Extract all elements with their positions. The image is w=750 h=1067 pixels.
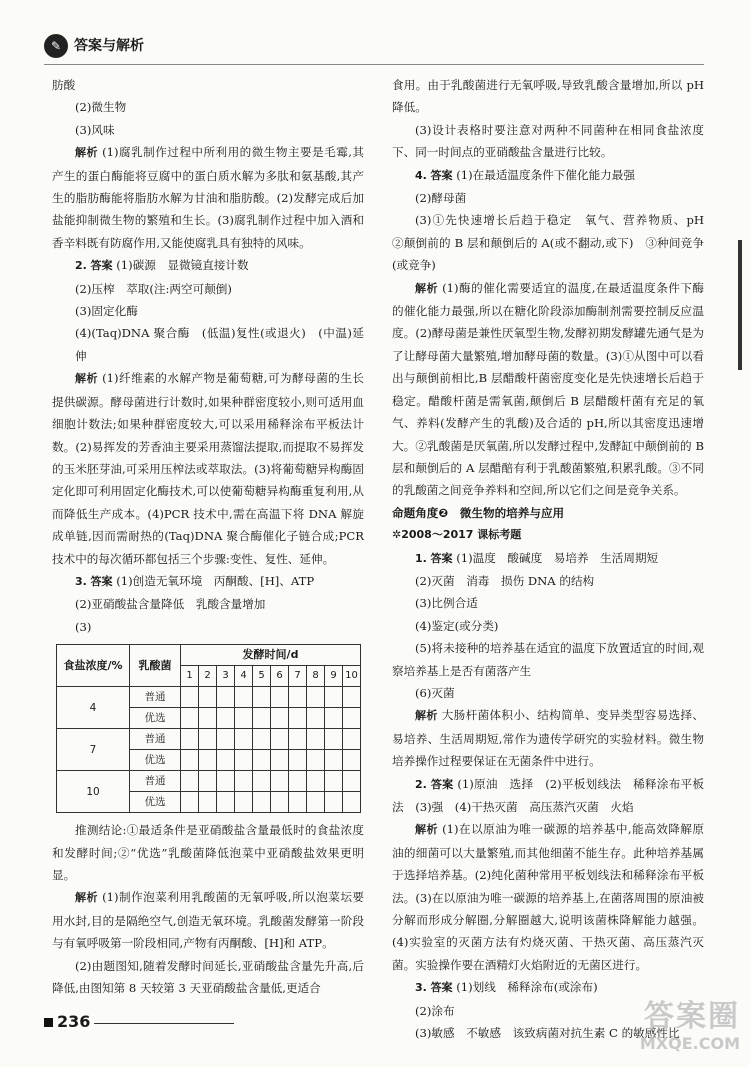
answer-label: 答案 <box>430 168 453 182</box>
analysis-text: 大肠杆菌体积小、结构简单、变异类型容易选择、易培养、生活周期短,常作为遗传学研究的实验材料。微生物培养操作过程要保证在无菌条件中进行。 <box>392 708 704 769</box>
table-day: 2 <box>199 666 217 687</box>
table-salt-cell: 7 <box>57 729 130 771</box>
analysis-label: 解析 <box>75 372 98 386</box>
answer-text: (1)划线 稀释涂布(或涂布) <box>456 980 598 995</box>
analysis-text: (1)纤维素的水解产物是葡萄糖,可为酵母菌的生长提供碳源。酵母菌进行计数时,如果种群密度较小,则可适用血细胞计数法;如果种群密度较大,可以采用稀释涂布平板法计数。(2)易挥发的芳香油主要采用蒸馏法提取,而提取不易挥发的玉米胚芽油,可采用压榨法或萃取法。(3)将葡萄糖异构酶固定化即可利用固定化酶技术,可以使葡萄糖异构酶重复利用,从而降低生产成本。(4)PCR 技术中,需在高温下将 DNA 解旋成单链,因而需耐热的(Taq)DNA 聚合酶催化子链合成;PCR 技术中的每次循环都包括三个步骤:变性、复性、延伸。 <box>52 371 365 566</box>
answer-line: (2)涂布 <box>415 1003 455 1018</box>
analysis-paragraph <box>52 367 364 570</box>
analysis-text: (1)酶的催化需要适宜的温度,在最适温度条件下酶的催化能力最强,所以在糖化阶段添加酶制剂需要控制反应温度。(2)酵母菌是兼性厌氧型生物,发酵初期发酵罐先通气是为了让酵母菌大量繁殖,增加酵母菌的数量。(3)①从图中可以看出与颠倒前相比,B 层醋酸杆菌密度变化是先快速增长后趋于稳定。醋酸杆菌是需氧菌,颠倒后 B 层醋酸杆菌有充足的氧气、养料(发酵产生的乳酸)及合适的 pH,所以其密度迅速增大。②乳酸菌是厌氧菌,所以发酵过程中,发酵缸中颠倒前的 B 层和颠倒后的 A 层醋醅有利于乳酸菌繁殖,积累乳酸。③不同的乳酸菌之间竞争养料和空间,所以它们之间是竞争关系。 <box>392 280 705 498</box>
question-number: 4. <box>415 168 427 182</box>
table-row <box>57 771 361 792</box>
answer-label: 答案 <box>430 981 453 995</box>
table-day: 10 <box>343 666 361 687</box>
question-number: 2. <box>75 259 87 273</box>
question-number: 3. <box>415 981 427 995</box>
answer-line: (4)鉴定(或分类) <box>415 618 499 633</box>
question-number: 3. <box>75 574 87 588</box>
answer-line: (2)压榨 萃取(注:两空可颠倒) <box>75 281 232 296</box>
text-line: 肪酸 <box>52 78 76 92</box>
table-day: 7 <box>289 666 307 687</box>
answer-line: (4)(Taq)DNA 聚合酶 (低温)复性(或退火) (中温)延伸 <box>75 326 364 363</box>
table-header-salt: 食盐浓度/% <box>57 645 130 687</box>
answer-heading <box>392 773 704 819</box>
answer-line: (6)灭菌 <box>415 685 455 700</box>
page-marker-square <box>44 1018 53 1027</box>
table-kind-cell: 普通 <box>130 729 181 750</box>
question-number: 1. <box>415 551 427 565</box>
analysis-paragraph <box>392 277 704 502</box>
answer-label: 答案 <box>430 551 453 565</box>
fermentation-table <box>56 644 361 813</box>
table-kind-cell: 优选 <box>130 792 181 813</box>
answer-line: (3)风味 <box>75 122 115 137</box>
page-number <box>44 1012 90 1032</box>
table-salt-cell: 10 <box>57 771 130 813</box>
page-edge-mark <box>738 240 742 370</box>
conclusion-paragraph: 推测结论:①最适条件是亚硝酸盐含量最低时的食盐浓度和发酵时间;②“优选”乳酸菌降低泡菜中亚硝酸盐效果更明显。 <box>52 823 364 882</box>
answer-heading <box>52 254 364 277</box>
table-day: 3 <box>217 666 235 687</box>
left-column <box>52 74 364 999</box>
section-subtitle: ✲2008～2017 课标考题 <box>392 528 522 542</box>
table-kind-cell: 普通 <box>130 687 181 708</box>
analysis-paragraph <box>52 886 364 954</box>
table-day: 4 <box>235 666 253 687</box>
analysis-text: (1)制作泡菜利用乳酸菌的无氧呼吸,所以泡菜坛要用水封,目的是隔绝空气,创造无氧环境。乳酸菌发酵第一阶段与有氧呼吸第一阶段相同,产物有丙酮酸、[H]和 ATP。 <box>52 890 365 951</box>
analysis-label: 解析 <box>75 146 98 160</box>
table-day: 5 <box>253 666 271 687</box>
table-day: 1 <box>181 666 199 687</box>
analysis-paragraph <box>392 704 704 772</box>
watermark-url: MXQE.COM <box>639 1034 740 1053</box>
answer-heading <box>392 976 704 999</box>
footer-rule <box>94 1023 234 1024</box>
answer-line: (3)敏感 不敏感 该致病菌对抗生素 C 的敏感性比 <box>415 1026 680 1041</box>
answer-label: 答案 <box>430 777 454 791</box>
answer-text: (1)创造无氧环境 丙酮酸、[H]、ATP <box>116 573 315 588</box>
table-header-row <box>57 645 361 666</box>
answer-line: (2)亚硝酸盐含量降低 乳酸含量增加 <box>75 597 266 612</box>
watermark <box>610 1000 740 1054</box>
table-header-bacteria: 乳酸菌 <box>130 645 181 687</box>
table-day: 8 <box>307 666 325 687</box>
analysis-text: (1)腐乳制作过程中所利用的微生物主要是毛霉,其产生的蛋白酶能将豆腐中的蛋白质水解为多肽和氨基酸,其产生的脂肪酶能将脂肪水解为甘油和脂肪酸。(2)发酵完成后加盐能抑制微生物的繁殖和生长。(3)腐乳制作过程中加入酒和香辛料既有防腐作用,又能使腐乳具有独特的风味。 <box>52 145 365 250</box>
answer-text: (1)温度 酸碱度 易培养 生活周期短 <box>456 550 659 565</box>
answer-line: (2)灭菌 消毒 损伤 DNA 的结构 <box>415 573 595 588</box>
table-day: 9 <box>325 666 343 687</box>
table-header-time: 发酵时间/d <box>181 645 361 666</box>
answer-line: (5)将未接种的培养基在适宜的温度下放置适宜的时间,观察培养基上是否有菌落产生 <box>392 641 704 678</box>
analysis-label: 解析 <box>415 709 438 723</box>
analysis-text: (1)在以原油为唯一碳源的培养基中,能高效降解原油的细菌可以大量繁殖,而其他细菌不能生存。此种培养基属于选择培养基。(2)纯化菌种常用平板划线法和稀释涂布平板法。(3)在以原油为唯一碳源的培养基上,在菌落周围的原油被分解而形成分解圈,分解圈越大,说明该菌株降解能力越强。(4)实验室的灭菌方法有灼烧灭菌、干热灭菌、高压蒸汽灭菌。实验操作要在酒精灯火焰附近的无菌区进行。 <box>392 822 705 972</box>
answer-heading <box>392 164 704 187</box>
right-column <box>392 74 716 1044</box>
watermark-logo: 答案圈 <box>644 999 740 1034</box>
answer-label: 答案 <box>90 574 113 588</box>
page-number-text: 236 <box>57 1012 91 1031</box>
answer-label: 答案 <box>90 259 113 273</box>
answer-text: (1)碳源 显微镜直接计数 <box>116 258 249 273</box>
analysis-paragraph: (2)由题图知,随着发酵时间延长,亚硝酸盐含量先升高,后降低,由图知第 8 天较第 3 天亚硝酸盐含量低,更适合 <box>52 958 364 995</box>
text-line: (3)设计表格时要注意对两种不同菌种在相同食盐浓度下、同一时间点的亚硝酸盐含量进行比较。 <box>392 122 704 160</box>
answer-heading <box>392 547 704 570</box>
analysis-paragraph <box>52 141 364 254</box>
analysis-label: 解析 <box>415 281 438 295</box>
table-day: 6 <box>271 666 289 687</box>
section-title: 命题角度❷ 微生物的培养与应用 <box>392 505 565 520</box>
answer-line: (3)比例合适 <box>415 596 478 611</box>
answer-text: (1)在最适温度条件下催化能力最强 <box>456 167 635 182</box>
answer-text: (1)原油 选择 (2)平板划线法 稀释涂布平板法 (3)强 (4)干热灭菌 高压蒸汽灭菌 火焰 <box>392 776 705 814</box>
analysis-label: 解析 <box>415 823 438 837</box>
book-logo-icon: ✎ <box>44 34 68 58</box>
answer-line: (3)①先快速增长后趋于稳定 氧气、营养物质、pH ②颠倒前的 B 层和颠倒后的 A(或不翻动,或下) ③种间竞争(或竞争) <box>392 213 716 273</box>
answer-line: (3) <box>75 619 92 634</box>
answer-heading <box>52 570 364 593</box>
analysis-label: 解析 <box>75 891 98 905</box>
table-row <box>57 729 361 750</box>
analysis-paragraph <box>392 818 704 976</box>
table-kind-cell: 优选 <box>130 708 181 729</box>
table-kind-cell: 优选 <box>130 750 181 771</box>
header-rule <box>44 64 704 65</box>
page-header <box>44 34 704 60</box>
answer-line: (2)微生物 <box>75 100 127 115</box>
table-row <box>57 687 361 708</box>
table-kind-cell: 普通 <box>130 771 181 792</box>
answer-line: (3)固定化酶 <box>75 304 138 319</box>
text-line: 食用。由于乳酸菌进行无氧呼吸,导致乳酸含量增加,所以 pH 降低。 <box>392 78 704 115</box>
answer-line: (2)酵母菌 <box>415 191 467 206</box>
question-number: 2. <box>415 777 427 791</box>
table-salt-cell: 4 <box>57 687 130 729</box>
header-title: 答案与解析 <box>74 38 144 54</box>
